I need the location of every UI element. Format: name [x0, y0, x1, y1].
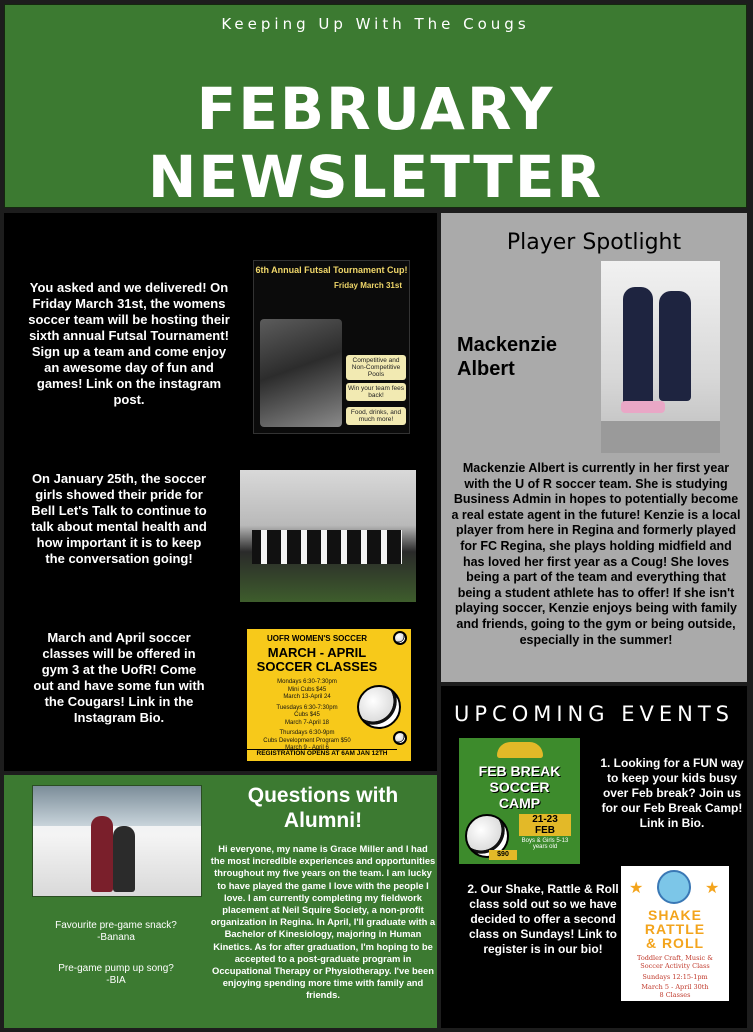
player-spotlight	[441, 213, 747, 682]
srr-title: SHAKE	[647, 907, 702, 923]
camp-dates: 21-23	[532, 814, 558, 825]
soccer-ball-icon	[393, 631, 407, 645]
players-row-graphic	[252, 530, 402, 564]
soccer-ball-icon	[393, 731, 407, 745]
person-figure	[91, 816, 113, 892]
camp-title: SOCCER	[489, 779, 550, 795]
events-heading: UPCOMING EVENTS	[454, 702, 734, 726]
schedule-line: Cubs Development Program $50	[263, 737, 351, 744]
camp-month: FEB	[535, 825, 555, 836]
futsal-poster-pill: Food, drinks, and much more!	[346, 407, 406, 425]
schedule-line: March 7-April 18	[284, 719, 329, 726]
question-text: Pre-game pump up song?	[58, 963, 174, 974]
soccer-classes-poster-image	[247, 629, 411, 761]
schedule-line: March 9 - April 6	[285, 745, 329, 751]
srr-time: Sundays 12:15-1pm	[642, 973, 708, 981]
player-figure	[623, 287, 653, 407]
poster-subheading: MARCH - APRIL	[267, 645, 367, 660]
futsal-poster-image	[253, 260, 410, 434]
news-panel	[4, 213, 437, 771]
futsal-poster-pill: Win your team fees back!	[348, 385, 404, 399]
bell-lets-talk-blurb: On January 25th, the soccer girls showed their pride for Bell Let's Talk to continue to talk about mental health and how important it is to keep the conversation going!	[31, 471, 207, 566]
person-figure	[113, 826, 135, 892]
schedule-line: Mondays 6:30-7:30pm	[277, 679, 337, 685]
schedule-line: Cubs $45	[294, 712, 320, 718]
feb-break-camp-poster-image	[459, 738, 580, 864]
player-bio: Mackenzie Albert is currently in her first year with the U of R soccer team. She is studying Business Admin in hopes to potentially become a real estate agent in the future! Kenzie is a local player from here in Regina and formerly played for FC Regina, she plays holding midfield and has loved her first year as a Coug! She loves being a part of the team and everything that being a student athlete has to offer! If she isn't playing soccer, Kenzie enjoys being with family and friends, going to the gym or being outside, especially in the summer!	[451, 461, 741, 647]
player-figure	[659, 291, 691, 401]
srr-description: Toddler Craft, Music & Soccer Activity Class	[636, 954, 714, 970]
camp-ages: Boys & Girls 5-13 years old	[521, 838, 569, 850]
srr-title: RATTLE	[644, 921, 706, 937]
futsal-poster-title: 6th Annual Futsal Tournament Cup!	[255, 265, 408, 275]
star-icon: ★	[629, 880, 644, 897]
camp-title: CAMP	[498, 795, 541, 811]
soccer-classes-blurb: March and April soccer classes will be offered in gym 3 at the UofR! Come out and have some fun with the Cougars! Link in the Instagram Bio.	[33, 630, 205, 725]
srr-dates: March 5 - April 30th	[641, 983, 709, 991]
srr-count: 8 Classes	[659, 991, 691, 999]
star-icon: ★	[705, 880, 720, 897]
futsal-poster-pill: Competitive and Non-Competitive Pools	[346, 355, 406, 380]
soccer-ball-icon	[357, 685, 401, 729]
event-2-text: 2. Our Shake, Rattle & Roll class sold out so we have decided to offer a second class on Sundays! Link to register is in our bio!	[467, 882, 619, 956]
event-1-text: 1. Looking for a FUN way to keep your kids busy over Feb break? Join us for our Feb Break Camp! Link in Bio.	[600, 756, 744, 830]
futsal-blurb: You asked and we delivered! On Friday March 31st, the womens soccer team will be hosting their sixth annual Futsal Tournament! Sign up a team and come enjoy an awesome day of fun and games! Link on the instagram post.	[28, 280, 230, 407]
upcoming-events	[441, 686, 747, 1028]
trees-graphic	[33, 786, 201, 826]
schedule-line: Thursdays 6:30-9pm	[279, 730, 335, 736]
newsletter-tagline: Keeping Up With The Cougs	[221, 15, 530, 33]
cleats-graphic	[621, 401, 665, 413]
schedule-line: Tuesdays 6:30-7:30pm	[276, 704, 338, 711]
schedule-line: Mini Cubs $45	[287, 686, 327, 693]
team-bell-lets-talk-photo	[240, 470, 416, 602]
player-name: Mackenzie Albert	[457, 334, 558, 380]
floor-graphic	[601, 421, 720, 453]
alumni-heading: Questions with Alumni!	[247, 784, 399, 832]
poster-heading: UOFR WOMEN'S SOCCER	[266, 634, 368, 643]
camp-dates-badge	[519, 814, 571, 836]
alumni-section	[4, 775, 437, 1028]
newsletter-title: FEBRUARY NEWSLETTER	[147, 75, 604, 211]
player-photo	[601, 261, 720, 453]
schedule-line: March 13-April 24	[283, 694, 331, 700]
qa-block	[26, 920, 206, 944]
futsal-poster-date: Friday March 31st	[333, 281, 402, 290]
answer-text: -Banana	[97, 932, 135, 943]
child-face-icon	[657, 870, 691, 904]
shake-rattle-roll-poster-image	[621, 866, 729, 1001]
cougar-logo-icon	[497, 742, 543, 758]
newsletter-header	[4, 4, 747, 211]
answer-text: -BIA	[106, 975, 126, 986]
team-huddle-photo	[260, 319, 342, 427]
question-text: Favourite pre-game snack?	[55, 920, 177, 931]
poster-schedule	[257, 679, 357, 753]
camp-price: $90	[489, 850, 517, 860]
srr-title: & ROLL	[645, 935, 705, 951]
poster-subheading: SOCCER CLASSES	[256, 659, 378, 674]
qa-block	[26, 963, 206, 987]
alumni-letter: Hi everyone, my name is Grace Miller and I had the most incredible experiences and opportunities throughout my five years on the team. I am lucky to have played the game I love with the people I love. I am currently completing my fieldwork placement at Neil Squire Society, a non-profit organization in Regina. In April, I'll graduate with a Bachelor of Kinesiology, majoring in Human Kinetics. As for after graduation, I'm hoping to be accepted to a post-graduate program in Occupational Therapy or Physiotherapy. I've been enjoying spending more time with family and friends.	[210, 843, 436, 1001]
spotlight-heading: Player Spotlight	[506, 230, 682, 255]
registration-note: REGISTRATION OPENS AT 6AM JAN 12TH	[247, 749, 397, 757]
camp-title: FEB BREAK	[478, 763, 561, 779]
alumni-photo	[32, 785, 202, 897]
